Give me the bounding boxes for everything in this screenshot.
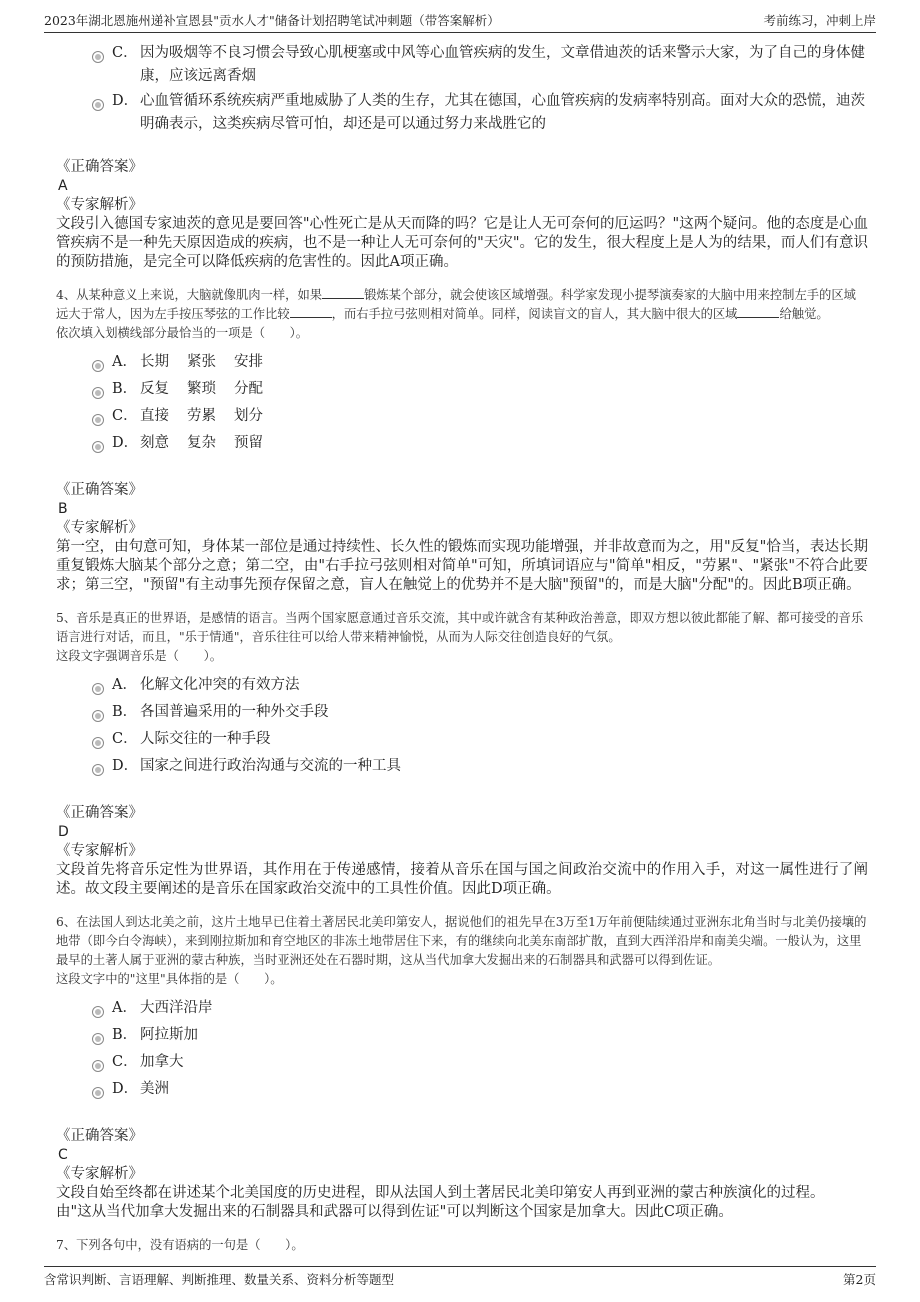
answer-label: 《正确答案》 [56,159,143,175]
radio-icon[interactable] [92,51,104,63]
page-header [44,10,876,33]
analysis-label: 《专家解析》 [56,1166,143,1182]
page-content [56,40,868,1255]
radio-icon[interactable] [92,441,104,453]
fill-blank [290,305,332,318]
question-4 [56,286,868,595]
q6-option-c[interactable]: C． 加拿大 [92,1051,868,1074]
radio-icon[interactable] [92,360,104,372]
q6-option-d[interactable]: D． 美洲 [92,1078,868,1101]
correct-answer: D [58,824,69,840]
radio-icon[interactable] [92,1006,104,1018]
answer-label: 《正确答案》 [56,482,143,498]
question-stem: 6、在法国人到达北美之前，这片土地早已住着土著居民北美印第安人，据说他们的祖先早在3万至1万年前便陆续通过亚洲东北角当时与北美仍接壤的地带（即今白令海峡），来到刚拉斯加和育空地区的非冻土地带居住下来，有的继续向北美东南部扩散，直到大西洋沿岸和南美尖端。一般认为，这里最早的土著人属于亚洲的蒙古种族，当时亚洲还处在石器时期，这从当代加拿大发掘出来的石制器具和武器可以得到佐证。 [56,915,867,967]
question-stem: 5、音乐是真正的世界语，是感情的语言。当两个国家愿意通过音乐交流，其中或许就含有某种政治善意，即双方想以彼此都能了解、都可接受的音乐语言进行对话，而且，"乐于情通"，音乐往往可以给人带来精神愉悦，从而为人际交往创造良好的气氛。 [56,611,864,644]
analysis-text: 第一空，由句意可知，身体某一部位是通过持续性、长久性的锻炼而实现功能增强，并非故意而为之，用"反复"恰当，表达长期重复锻炼大脑某个部分之意；第二空，由"右手拉弓弦则相对简单"可知，所填词语应与"简单"相反，"劳累"、"紧张"不符合此要求；第三空，"预留"有主动事先预存保留之意，盲人在触觉上的优势并不是大脑"预留"的，而是大脑"分配"的。因此B项正确。 [56,539,868,593]
q4-option-d[interactable]: D． 刻意 复杂 预留 [92,432,868,455]
q4-option-c[interactable]: C． 直接 劳累 划分 [92,405,868,428]
footer-topics: 含常识判断、言语理解、判断推理、数量关系、资料分析等题型 [44,1272,395,1287]
radio-icon[interactable] [92,387,104,399]
q5-option-b[interactable]: B． 各国普遍采用的一种外交手段 [92,701,868,724]
analysis-text: 文段引入德国专家迪茨的意见是要回答"心性死亡是从天而降的吗？它是让人无可奈何的厄运吗？"这两个疑问。他的态度是心血管疾病不是一种先天原因造成的疾病，也不是一种让人无可奈何的"天灾"。它的发生，很大程度上是人为的结果，而人们有意识的预防措施，是完全可以降低疾病的危害性的。因此A项正确。 [56,216,868,270]
question-prompt: 这段文字中的"这里"具体指的是（ ）。 [56,972,283,986]
radio-icon[interactable] [92,683,104,695]
radio-icon[interactable] [92,99,104,111]
document-title: 2023年湖北恩施州递补宣恩县"贡水人才"储备计划招聘笔试冲刺题（带答案解析） [44,13,500,28]
correct-answer: C [58,1147,68,1163]
analysis-text: 由"这从当代加拿大发掘出来的石制器具和武器可以得到佐证"可以判断这个国家是加拿大。因此C项正确。 [56,1204,733,1220]
page-number: 第2页 [843,1272,876,1287]
analysis-text: 文段自始至终都在讲述某个北美国度的历史进程，即从法国人到土著居民北美印第安人再到亚洲的蒙古种族演化的过程。 [56,1185,825,1201]
fill-blank [322,286,364,299]
radio-icon[interactable] [92,1087,104,1099]
question-stem: 4、从某种意义上来说，大脑就像肌肉一样，如果 锻炼某个部分，就会使该区域增强。科学家发现小提琴演奏家的大脑中用来控制左手的区域远大于常人，因为左手按压琴弦的工作比较 ，而右手拉弓弦则相对简单。同样，阅读盲文的盲人，其大脑中很大的区域 给触觉。 [56,288,856,321]
q6-option-b[interactable]: B． 阿拉斯加 [92,1024,868,1047]
question-prompt: 依次填入划横线部分最恰当的一项是（ ）。 [56,326,309,340]
q5-option-a[interactable]: A． 化解文化冲突的有效方法 [92,674,868,697]
fill-blank [737,305,779,318]
q5-option-c[interactable]: C． 人际交往的一种手段 [92,728,868,751]
correct-answer: B [58,501,68,517]
analysis-label: 《专家解析》 [56,520,143,536]
analysis-text: 文段首先将音乐定性为世界语，其作用在于传递感情，接着从音乐在国与国之间政治交流中的作用入手，对这一属性进行了阐述。故文段主要阐述的是音乐在国家政治交流中的工具性价值。因此D项正确。 [56,862,868,897]
correct-answer: A [58,178,68,194]
radio-icon[interactable] [92,414,104,426]
question-stem: 7、下列各句中，没有语病的一句是（ ）。 [56,1238,304,1252]
question-6 [56,913,868,1222]
radio-icon[interactable] [92,1033,104,1045]
question-prompt: 这段文字强调音乐是（ ）。 [56,649,223,663]
radio-icon[interactable] [92,710,104,722]
analysis-label: 《专家解析》 [56,197,143,213]
answer-label: 《正确答案》 [56,1128,143,1144]
question-3 [56,42,868,272]
q6-option-a[interactable]: A． 大西洋沿岸 [92,997,868,1020]
radio-icon[interactable] [92,1060,104,1072]
question-7 [56,1236,868,1255]
radio-icon[interactable] [92,764,104,776]
q3-option-c[interactable]: C． 因为吸烟等不良习惯会导致心肌梗塞或中风等心血管疾病的发生，文章借迪茨的话来警示大家，为了自己的身体健康，应该远离香烟 [92,42,868,88]
q4-option-b[interactable]: B． 反复 繁琐 分配 [92,378,868,401]
header-slogan: 考前练习，冲刺上岸 [763,13,876,28]
q4-option-a[interactable]: A． 长期 紧张 安排 [92,351,868,374]
q5-option-d[interactable]: D． 国家之间进行政治沟通与交流的一种工具 [92,755,868,778]
analysis-label: 《专家解析》 [56,843,143,859]
radio-icon[interactable] [92,737,104,749]
page-footer [44,1266,876,1289]
q3-option-d[interactable]: D． 心血管循环系统疾病严重地威胁了人类的生存，尤其在德国，心血管疾病的发病率特别高。面对大众的恐慌，迪茨明确表示，这类疾病尽管可怕，却还是可以通过努力来战胜它的 [92,90,868,136]
question-5 [56,609,868,899]
answer-label: 《正确答案》 [56,805,143,821]
